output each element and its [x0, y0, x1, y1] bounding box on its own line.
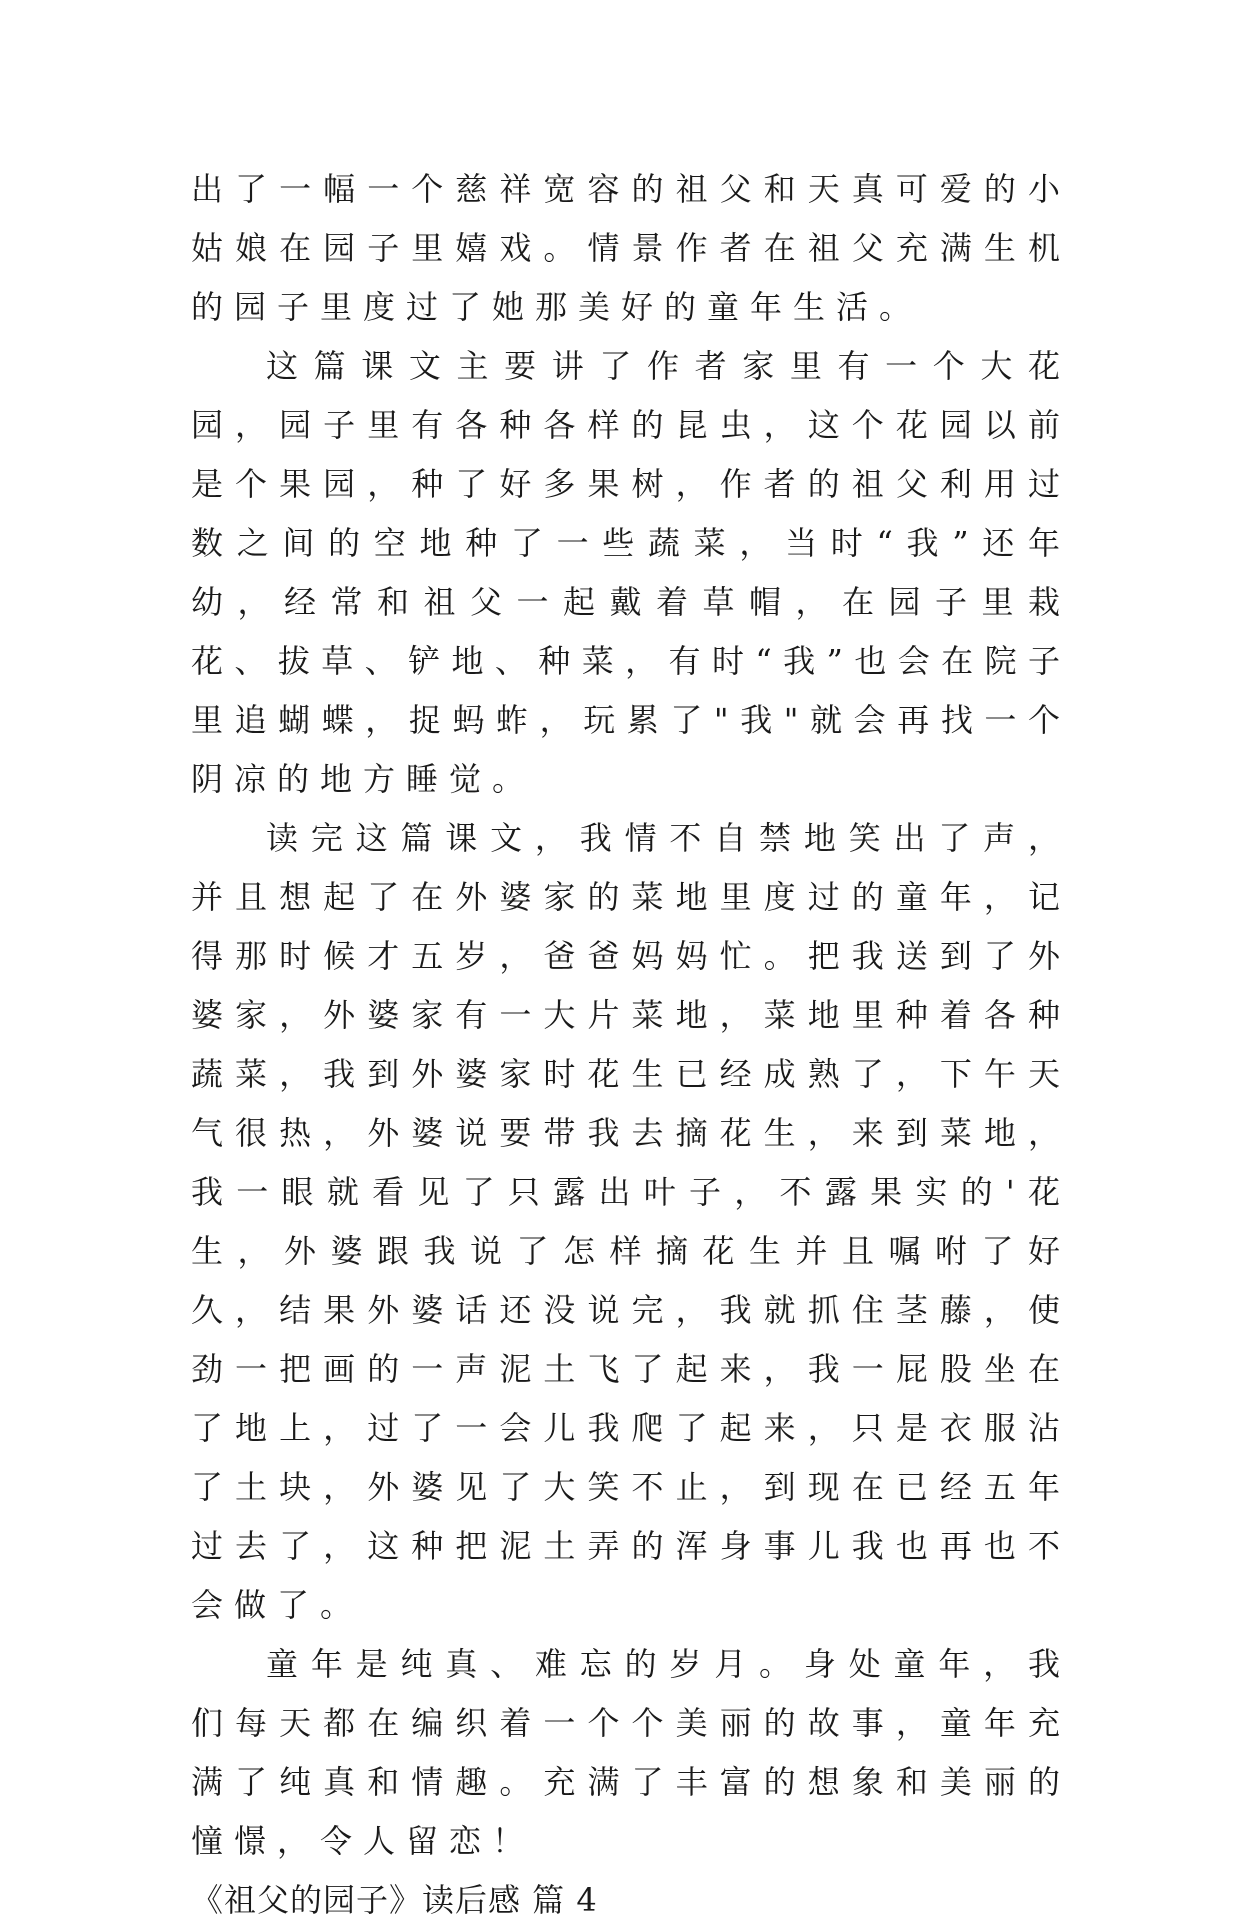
paragraph-2: 这篇课文主要讲了作者家里有一个大花园，园子里有各种各样的昆虫，这个花园以前是个果园，种了好多果树，作者的祖父利用过数之间的空地种了一些蔬菜，当时“我”还年幼，经常和祖父一起戴着草帽，在园子里栽花、拔草、铲地、种菜，有时“我”也会在院子里追蝴蝶，捉蚂蚱，玩累了"我"就会再找一个阴凉的地方睡觉。	[191, 347, 1071, 798]
section-heading: 《祖父的园子》读后感 篇 4	[191, 1881, 598, 1919]
paragraph-1: 出了一幅一个慈祥宽容的祖父和天真可爱的小姑娘在园子里嬉戏。情景作者在祖父充满生机的园子里度过了她那美好的童年生活。	[191, 170, 1071, 326]
paragraph-3: 读完这篇课文，我情不自禁地笑出了声，并且想起了在外婆家的菜地里度过的童年，记得那时候才五岁，爸爸妈妈忙。把我送到了外婆家，外婆家有一大片菜地，菜地里种着各种蔬菜，我到外婆家时花生已经成熟了，下午天气很热，外婆说要带我去摘花生，来到菜地，我一眼就看见了只露出叶子，不露果实的'花生，外婆跟我说了怎样摘花生并且嘱咐了好久，结果外婆话还没说完，我就抓住茎藤，使劲一把画的一声泥土飞了起来，我一屁股坐在了地上，过了一会儿我爬了起来，只是衣服沾了土块，外婆见了大笑不止，到现在已经五年过去了，这种把泥土弄的浑身事儿我也再也不会做了。	[191, 819, 1071, 1624]
document-body	[191, 160, 1071, 1930]
paragraph-4: 童年是纯真、难忘的岁月。身处童年，我们每天都在编织着一个个美丽的故事，童年充满了纯真和情趣。充满了丰富的想象和美丽的憧憬，令人留恋！	[191, 1645, 1071, 1860]
